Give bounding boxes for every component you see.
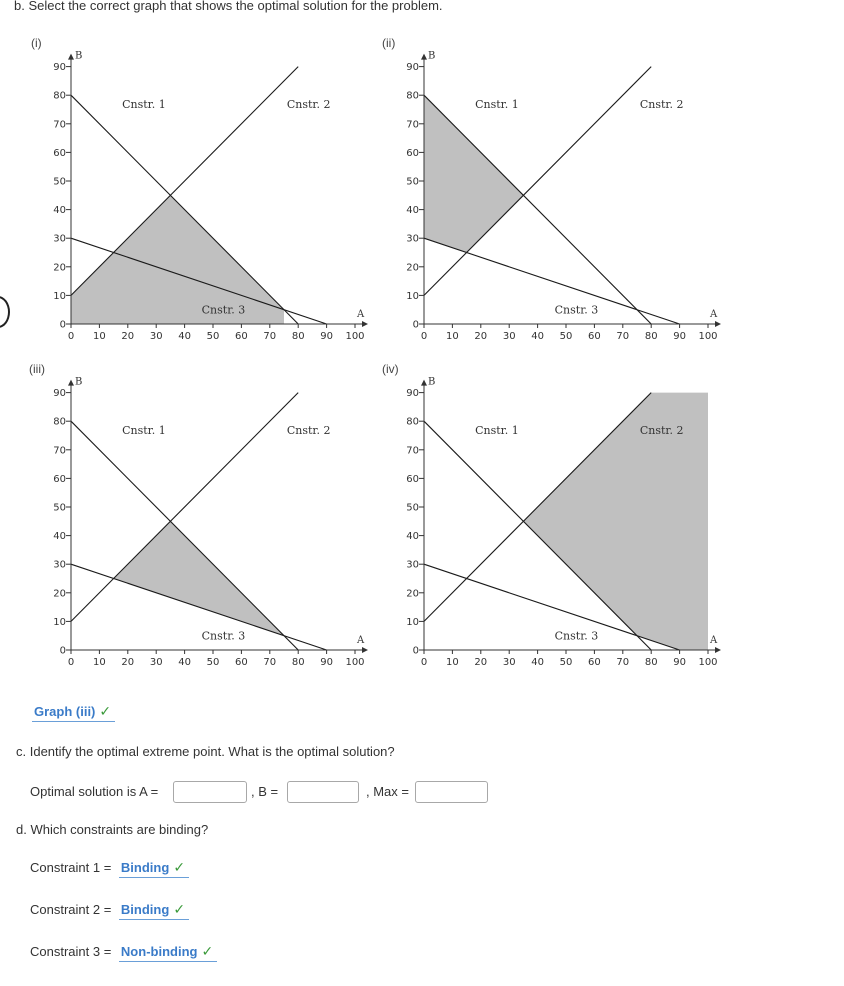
constraint-2-label: Cnstr. 2 (639, 97, 684, 111)
y-tick-label: 50 (406, 502, 419, 514)
y-tick-label: 30 (406, 233, 419, 245)
y-tick-label: 80 (406, 90, 419, 102)
y-tick-label: 10 (406, 290, 419, 302)
constraint-1-label: Cnstr. 1 (475, 423, 519, 437)
y-tick-label: 40 (53, 531, 66, 543)
y-axis-label: B (75, 50, 83, 62)
x-tick-label: 70 (616, 657, 630, 668)
constraint-3-label: Cnstr. 3 (554, 629, 599, 643)
y-tick-label: 50 (406, 176, 419, 188)
x-tick-label: 10 (446, 657, 459, 668)
y-tick-label: 70 (406, 445, 419, 457)
y-tick-label: 20 (406, 262, 419, 274)
x-tick-label: 60 (588, 657, 601, 668)
graph-label-ii: (ii) (382, 36, 396, 50)
constraint-2-label: Cnstr. 2 (286, 97, 331, 111)
y-tick-label: 20 (406, 588, 419, 600)
graph-label-iii: (iii) (29, 362, 45, 376)
constraint-1-label: Cnstr. 1 (122, 423, 166, 437)
optimal-b-input[interactable] (287, 781, 359, 803)
y-tick-label: 50 (53, 502, 66, 514)
x-tick-label: 50 (206, 657, 220, 668)
max-label: , Max = (366, 784, 409, 799)
y-axis-arrow (421, 380, 427, 386)
y-tick-label: 30 (406, 559, 419, 571)
x-tick-label: 20 (121, 657, 135, 668)
constraint-3-label: Cnstr. 3 (201, 629, 246, 643)
y-tick-label: 90 (53, 388, 66, 400)
x-tick-label: 80 (644, 331, 658, 342)
optimal-b-label: , B = (251, 784, 279, 799)
y-tick-label: 70 (53, 119, 66, 131)
y-tick-label: 80 (53, 90, 66, 102)
y-tick-label: 60 (406, 473, 419, 485)
constraint-3-label: Cnstr. 3 (201, 303, 246, 317)
y-tick-label: 70 (53, 445, 66, 457)
y-axis-label: B (75, 376, 83, 388)
y-tick-label: 10 (406, 616, 419, 628)
x-axis-label: A (710, 309, 718, 320)
x-tick-label: 30 (149, 657, 163, 668)
y-tick-label: 0 (59, 319, 66, 331)
constraint-3-row (30, 943, 217, 960)
x-tick-label: 70 (263, 657, 277, 668)
checkmark-icon: ✓ (173, 859, 186, 875)
y-tick-label: 0 (59, 645, 66, 657)
x-tick-label: 30 (149, 331, 163, 342)
x-axis-label: A (710, 635, 718, 646)
x-tick-label: 20 (121, 331, 135, 342)
optimal-a-input[interactable] (173, 781, 247, 803)
constraint-3-answer[interactable] (119, 944, 217, 962)
x-tick-label: 10 (446, 331, 459, 342)
checkmark-icon: ✓ (201, 943, 214, 959)
y-tick-label: 40 (406, 531, 419, 543)
x-tick-label: 80 (291, 331, 305, 342)
x-tick-label: 60 (235, 657, 248, 668)
x-tick-label: 0 (67, 331, 75, 342)
x-tick-label: 100 (345, 331, 365, 342)
y-tick-label: 80 (53, 416, 66, 428)
y-tick-label: 90 (406, 62, 419, 74)
y-tick-label: 10 (53, 616, 66, 628)
x-tick-label: 20 (474, 331, 488, 342)
y-tick-label: 60 (53, 147, 66, 159)
y-tick-label: 90 (406, 388, 419, 400)
y-tick-label: 80 (406, 416, 419, 428)
constraint-1-answer[interactable] (119, 860, 189, 878)
y-tick-label: 20 (53, 262, 66, 274)
x-tick-label: 90 (673, 657, 686, 668)
question-d-text: d. Which constraints are binding? (16, 822, 209, 837)
x-tick-label: 100 (698, 331, 718, 342)
x-tick-label: 40 (178, 331, 191, 342)
y-tick-label: 50 (53, 176, 66, 188)
x-tick-label: 0 (420, 331, 428, 342)
constraint-1-answer-text: Binding (120, 860, 170, 875)
constraint-3-answer-text: Non-binding (120, 944, 198, 959)
graph-label-iv: (iv) (382, 362, 399, 376)
constraint-2-row (30, 901, 189, 918)
x-tick-label: 30 (502, 331, 516, 342)
x-tick-label: 70 (263, 331, 277, 342)
x-tick-label: 60 (588, 331, 601, 342)
y-tick-label: 0 (412, 645, 419, 657)
checkmark-icon: ✓ (99, 703, 112, 719)
x-tick-label: 100 (698, 657, 718, 668)
x-tick-label: 0 (67, 657, 75, 668)
y-tick-label: 40 (406, 205, 419, 217)
constraint-3-label: Cnstr. 3 (554, 303, 599, 317)
x-tick-label: 50 (559, 657, 573, 668)
x-tick-label: 50 (559, 331, 573, 342)
x-axis-label: A (357, 635, 365, 646)
y-tick-label: 30 (53, 233, 66, 245)
graph-label-i: (i) (31, 36, 42, 50)
constraint-2-label: Constraint 2 = (30, 902, 112, 917)
answer-b-link[interactable] (32, 704, 115, 722)
constraint-3-label: Constraint 3 = (30, 944, 112, 959)
optimal-a-label: Optimal solution is A = (30, 784, 159, 799)
x-tick-label: 20 (474, 657, 488, 668)
y-tick-label: 20 (53, 588, 66, 600)
x-axis-arrow (715, 647, 721, 653)
question-c-text: c. Identify the optimal extreme point. What is the optimal solution? (16, 744, 395, 759)
x-tick-label: 40 (531, 331, 544, 342)
y-tick-label: 10 (53, 290, 66, 302)
y-tick-label: 0 (412, 319, 419, 331)
x-tick-label: 60 (235, 331, 248, 342)
max-input[interactable] (415, 781, 488, 803)
x-tick-label: 40 (531, 657, 544, 668)
answer-b[interactable] (32, 703, 115, 720)
constraint-2-answer-text: Binding (120, 902, 170, 917)
x-tick-label: 90 (320, 331, 333, 342)
y-tick-label: 60 (406, 147, 419, 159)
x-tick-label: 40 (178, 657, 191, 668)
x-tick-label: 80 (644, 657, 658, 668)
y-tick-label: 40 (53, 205, 66, 217)
constraint-1-label: Cnstr. 1 (122, 97, 166, 111)
x-tick-label: 100 (345, 657, 365, 668)
constraint-1-row (30, 859, 189, 876)
question-b-text: b. Select the correct graph that shows the optimal solution for the problem. (14, 0, 443, 13)
x-tick-label: 80 (291, 657, 305, 668)
y-tick-label: 90 (53, 62, 66, 74)
x-tick-label: 0 (420, 657, 428, 668)
x-tick-label: 90 (673, 331, 686, 342)
x-tick-label: 90 (320, 657, 333, 668)
x-tick-label: 30 (502, 657, 516, 668)
constraint-2-label: Cnstr. 2 (639, 423, 684, 437)
constraint-1-label: Constraint 1 = (30, 860, 112, 875)
checkmark-icon: ✓ (173, 901, 186, 917)
y-axis-label: B (428, 50, 436, 62)
constraint-2-label: Cnstr. 2 (286, 423, 331, 437)
answer-b-text: Graph (iii) (34, 704, 96, 719)
x-tick-label: 10 (93, 331, 106, 342)
x-tick-label: 10 (93, 657, 106, 668)
y-tick-label: 60 (53, 473, 66, 485)
x-tick-label: 50 (206, 331, 220, 342)
y-tick-label: 30 (53, 559, 66, 571)
constraint-1-label: Cnstr. 1 (475, 97, 519, 111)
x-tick-label: 70 (616, 331, 630, 342)
x-axis-label: A (357, 309, 365, 320)
y-tick-label: 70 (406, 119, 419, 131)
constraint-2-answer[interactable] (119, 902, 189, 920)
y-axis-label: B (428, 376, 436, 388)
